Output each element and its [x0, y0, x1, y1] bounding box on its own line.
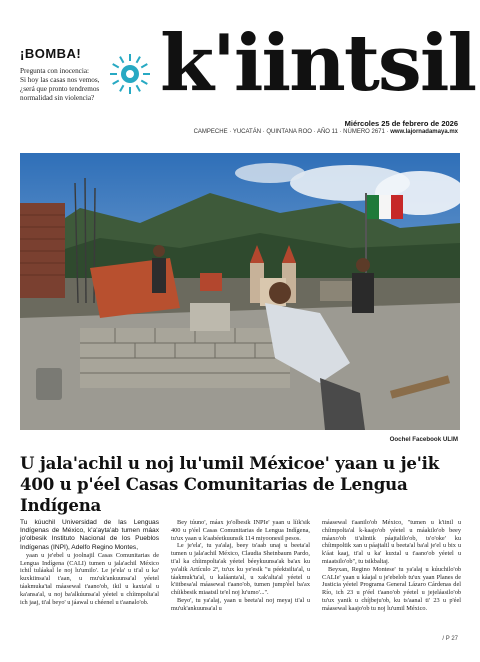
front-photo: [20, 153, 460, 430]
bomba-line: normalidad sin violencia?: [20, 94, 95, 102]
bomba-line: Si hoy las casas nos vemos,: [20, 76, 100, 84]
sun-logo-icon: [108, 52, 152, 96]
construction-photo-illustration: [20, 153, 460, 430]
photo-credit: Oochel Facebook ULIM: [389, 436, 458, 443]
page-number: / P 27: [442, 636, 458, 642]
article-column-2: [171, 519, 310, 613]
paragraph: yaan u je'ebel u joolnajil Casas Comunitarias de Lengua Indígena (CALI) tumen u jala'achil México ichil tuláakal le noj lu'umilo'. Le je'ela' u ti'al u ka' kuxkiinsa'al t'aan, u mu'uk'ankuunsa'al yéetel táakmuka'tal máasewal t'aano'ob, ikil u kaxta'al u ka'ansa'al, u noj ba'alkúunsa'al yéetel u chíimpolta'al ich jaaj, ti'al beyo' u jáawal u chéenel u t'aanalo'ob.: [20, 551, 159, 606]
issue-date: Miércoles 25 de febrero de 2026: [344, 119, 458, 128]
paragraph: Bey túuno', máax jo'olbesik INPIe' yaan u líik'sik 400 u p'éel Casas Comunitarias de Lengua Indígena, tu'ux yaan u k'aabéetkuunsik 114 miyoonesil pesos.: [171, 519, 310, 542]
lead-paragraph: Tu kúuchil Universidad de las Lenguas Indígenas de México, k'a'ayta'ab tumen máax jo'olbesik Instituto Nacional de los Pueblos Indígenas (INPI), Adelfo Regino Montes,: [20, 519, 159, 551]
site-link[interactable]: www.lajornadamaya.mx: [390, 129, 458, 135]
paragraph: máasewal t'aanilo'ob México, "tumen u k'iinil u chíimpolta'al k-kaajo'ob yéetel u máakilo'ob beey máaxo'ob ti'alintik páajtalilo'ob, ts'o'oke' ku chíimpoltik xan u páajtalil u beeta'al ba'al je'el u bix u k'áat kaaj, ti'al u ka' kuxtal u t'aano'ob yéetel u miaatsilo'ob", tu tsikbaltaj.: [322, 519, 461, 565]
bomba-line: ¿será que pronto tendremos: [20, 85, 100, 93]
bomba-line: Pregunta con inocencia:: [20, 67, 90, 75]
bomba-title: ¡BOMBA!: [20, 46, 82, 61]
issue-meta: [194, 129, 458, 135]
issue-meta-text: CAMPECHE · YUCATÁN · QUINTANA ROO · AÑO 11 · NÚMERO 2671 ·: [193, 129, 389, 135]
article-column-3: [322, 519, 461, 613]
paragraph: Beyxan, Regino Montese' tu ya'alaj u kúuchilo'ob CALIe' yaan u káajal u je'ebelob tu'ux yaan Planes de Justicia yéetel Programa General Lázaro Cárdenas del Río, ich 23 u p'éel t'aano'ob yéetel u jejeláasilo'ob tu'ux yanik u chíjbeju'ob, ku ts'aanal ti' 23 u p'éel máasewal kaajo'ob tu noj lu'umil México.: [322, 565, 461, 612]
paragraph: Le je'ela', tu ya'alaj, beey ts'aab unaj u beeta'al tumen u jala'achil México, Claudia Sheinbaum Pardo, ti'al ka chíimpolta'ak yéetel béeykuunsa'ak ba'ax ku ya'alik Artículo 2º, tu'ux ku ye'esik "u péektsilta'al, u táakmuk'ta'al, u kaláanta'al, u xak'alta'al yéetel u k'iitbesa'al máasewal t'aano'ob, tumen jump'éel ba'ax chíikbesik miaatsil te'el noj lu'umo'...".: [171, 542, 310, 597]
logo-wordmark: k'iintsil: [160, 18, 476, 109]
paragraph: Beyo', tu ya'alaj, yaan u beeta'al noj meyaj ti'al u mu'uk'ankuunsa'al u: [171, 596, 310, 612]
headline: U jala'achil u noj lu'umil Méxicoe' yaan u je'ik 400 u p'éel Casas Comunitarias de Lengua Indígena: [20, 453, 440, 515]
article-body: [20, 519, 462, 613]
masthead-logo: [108, 18, 476, 118]
article-column-1: [20, 519, 159, 613]
